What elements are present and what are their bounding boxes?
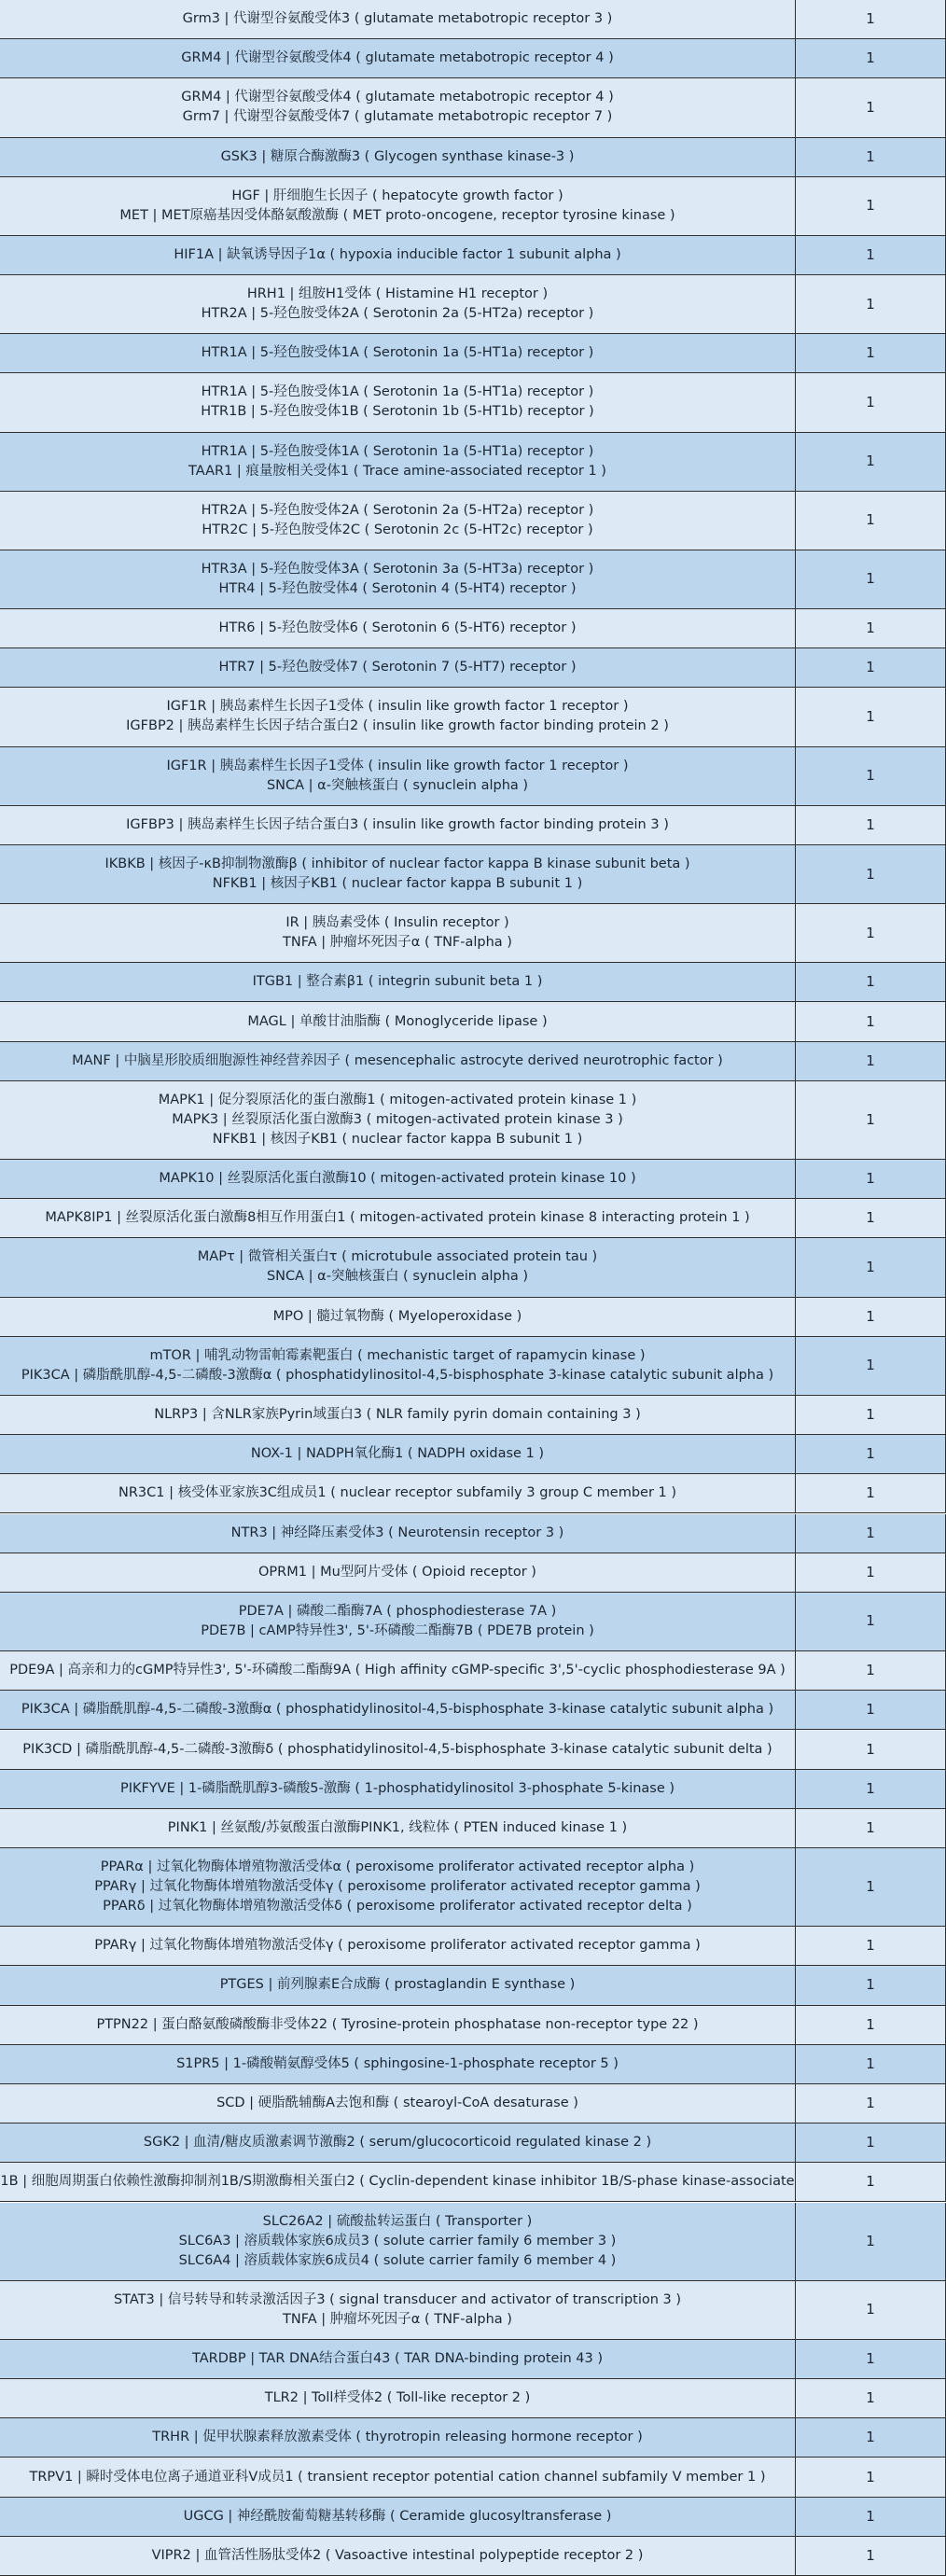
target-name-cell (0, 1848, 796, 1927)
target-name-line: UGCG | 神经酰胺葡萄糖基转移酶 ( Ceramide glucosyltransferase ) (183, 2508, 612, 2524)
target-name-line: MAPK8IP1 | 丝裂原活化蛋白激酶8相互作用蛋白1 ( mitogen-activated protein kinase 8 interacting protein 1 ) (45, 1210, 750, 1226)
target-name-cell (0, 2281, 796, 2340)
target-name-line: TRPV1 | 瞬时受体电位离子通道亚科V成员1 ( transient receptor potential cation channel subfamily V member 1 ) (29, 2469, 766, 2485)
count-cell: 1 (796, 609, 946, 648)
count-cell: 1 (796, 39, 946, 78)
target-name-cell (0, 1809, 796, 1848)
target-name-cell (0, 747, 796, 806)
target-name-line: VIPR2 | 血管活性肠肽受体2 ( Vasoactive intestinal polypeptide receptor 2 ) (151, 2547, 644, 2563)
target-name-line: SLC26A2 | 硫酸盐转运蛋白 ( Transporter ) (262, 2213, 533, 2229)
count-cell: 1 (796, 1298, 946, 1337)
count-cell: 1 (796, 433, 946, 492)
target-name-cell (0, 1514, 796, 1553)
count-cell: 1 (796, 2281, 946, 2340)
target-name-line: HTR6 | 5-羟色胺受体6 ( Serotonin 6 (5-HT6) receptor ) (218, 620, 577, 636)
target-name-line: PINK1 | 丝氨酸/苏氨酸蛋白激酶PINK1, 线粒体 ( PTEN induced kinase 1 ) (167, 1819, 628, 1835)
target-name-line: PIK3CD | 磷脂酰肌醇-4,5-二磷酸-3激酶δ ( phosphatidylinositol-4,5-bisphosphate 3-kinase catalytic subunit delta ) (22, 1741, 772, 1757)
target-name-line: TRHR | 促甲状腺素释放激素受体 ( thyrotropin releasing hormone receptor ) (152, 2430, 643, 2445)
count-cell: 1 (796, 334, 946, 373)
count-cell: 1 (796, 1770, 946, 1809)
count-cell: 1 (796, 1396, 946, 1435)
target-name-line: GRM4 | 代谢型谷氨酸受体4 ( glutamate metabotropic receptor 4 ) (181, 90, 614, 105)
target-name-line: NTR3 | 神经降压素受体3 ( Neurotensin receptor 3 ) (230, 1525, 564, 1540)
target-name-cell (0, 1238, 796, 1297)
count-cell: 1 (796, 2123, 946, 2163)
target-name-line: PPARα | 过氧化物酶体增殖物激活受体α ( peroxisome proliferator activated receptor alpha ) (100, 1859, 695, 1875)
count-cell: 1 (796, 1435, 946, 1474)
target-name-cell (0, 1730, 796, 1769)
target-name-line: HTR7 | 5-羟色胺受体7 ( Serotonin 7 (5-HT7) receptor ) (218, 660, 577, 675)
target-name-line: PIK3CA | 磷脂酰肌醇-4,5-二磷酸-3激酶α ( phosphatidylinositol-4,5-bisphosphate 3-kinase catalytic subunit alpha ) (21, 1702, 774, 1718)
target-name-cell (0, 1199, 796, 1238)
target-name-line: NR3C1 | 核受体亚家族3C组成员1 ( nuclear receptor subfamily 3 group C member 1 ) (118, 1485, 677, 1501)
target-name-cell (0, 433, 796, 492)
target-name-line: MAGL | 单酸甘油脂酶 ( Monoglyceride lipase ) (247, 1013, 548, 1029)
count-cell: 1 (796, 2045, 946, 2084)
count-cell: 1 (796, 1238, 946, 1297)
target-name-line: IR | 胰岛素受体 ( Insulin receptor ) (285, 915, 509, 931)
target-name-cell (0, 373, 796, 432)
target-name-line: HTR1A | 5-羟色胺受体1A ( Serotonin 1a (5-HT1a) receptor ) (201, 443, 594, 459)
count-cell: 1 (796, 2006, 946, 2045)
target-name-line: PPARγ | 过氧化物酶体增殖物激活受体γ ( peroxisome proliferator activated receptor gamma ) (94, 1879, 701, 1895)
count-cell: 1 (796, 1730, 946, 1769)
target-name-cell (0, 78, 796, 137)
count-cell: 1 (796, 648, 946, 688)
target-name-cell (0, 236, 796, 275)
target-name-line: TNFA | 肿瘤坏死因子α ( TNF-alpha ) (283, 2311, 512, 2327)
target-name-line: NFKB1 | 核因子KB1 ( nuclear factor kappa B subunit 1 ) (212, 876, 583, 891)
count-cell: 1 (796, 2418, 946, 2458)
target-name-line: HTR2A | 5-羟色胺受体2A ( Serotonin 2a (5-HT2a) receptor ) (201, 502, 594, 518)
count-cell: 1 (796, 492, 946, 550)
count-cell: 1 (796, 963, 946, 1002)
target-name-cell (0, 806, 796, 845)
target-name-cell (0, 904, 796, 963)
count-cell: 1 (796, 550, 946, 609)
target-name-cell (0, 2498, 796, 2537)
count-cell: 1 (796, 236, 946, 275)
target-name-line: S1PR5 | 1-磷酸鞘氨醇受体5 ( sphingosine-1-phosphate receptor 5 ) (176, 2055, 619, 2071)
target-name-cell (0, 1435, 796, 1474)
target-name-cell (0, 334, 796, 373)
count-cell: 1 (796, 2537, 946, 2576)
target-name-cell (0, 1298, 796, 1337)
count-cell: 1 (796, 1337, 946, 1396)
target-name-cell (0, 2418, 796, 2458)
count-cell: 1 (796, 1081, 946, 1160)
target-name-line: MAPK3 | 丝裂原活化蛋白激酶3 ( mitogen-activated protein kinase 3 ) (172, 1111, 623, 1127)
target-name-line: GSK3 | 糖原合酶激酶3 ( Glycogen synthase kinase-3 ) (220, 148, 575, 164)
target-name-line: MAPK1 | 促分裂原活化的蛋白激酶1 ( mitogen-activated protein kinase 1 ) (158, 1092, 637, 1107)
target-name-cell (0, 492, 796, 550)
count-cell: 1 (796, 1691, 946, 1730)
target-name-cell (0, 1966, 796, 2005)
target-name-cell (0, 609, 796, 648)
target-name-line: MAPτ | 微管相关蛋白τ ( microtubule associated protein tau ) (197, 1249, 598, 1265)
target-name-line: HTR4 | 5-羟色胺受体4 ( Serotonin 4 (5-HT4) receptor ) (218, 580, 577, 596)
target-name-cell (0, 648, 796, 688)
target-name-line: Grm7 | 代谢型谷氨酸受体7 ( glutamate metabotropic receptor 7 ) (182, 109, 613, 125)
target-name-cell (0, 2203, 796, 2281)
target-name-line: HTR1A | 5-羟色胺受体1A ( Serotonin 1a (5-HT1a) receptor ) (201, 384, 594, 400)
target-name-cell (0, 1593, 796, 1651)
count-cell: 1 (796, 78, 946, 137)
count-cell: 1 (796, 2340, 946, 2379)
target-name-line: HIF1A | 缺氧诱导因子1α ( hypoxia inducible factor 1 subunit alpha ) (174, 246, 621, 262)
target-name-line: IGFBP3 | 胰岛素样生长因子结合蛋白3 ( insulin like growth factor binding protein 3 ) (126, 816, 669, 832)
count-cell: 1 (796, 1593, 946, 1651)
target-name-cell (0, 2458, 796, 2497)
count-cell: 1 (796, 1002, 946, 1041)
count-cell: 1 (796, 845, 946, 904)
target-name-line: TLR2 | Toll样受体2 ( Toll-like receptor 2 ) (264, 2390, 531, 2406)
target-name-cell (0, 177, 796, 236)
target-name-line: MAPK10 | 丝裂原活化蛋白激酶10 ( mitogen-activated protein kinase 10 ) (159, 1171, 636, 1187)
target-name-cell (0, 2537, 796, 2576)
target-name-cell (0, 2006, 796, 2045)
target-name-cell (0, 0, 796, 39)
target-name-cell (0, 1042, 796, 1081)
target-name-cell (0, 1770, 796, 1809)
count-cell: 1 (796, 138, 946, 177)
target-name-line: 1B | 细胞周期蛋白依赖性激酶抑制剂1B/S期激酶相关蛋白2 ( Cyclin-dependent kinase inhibitor 1B/S-phase kinase-associate (0, 2174, 795, 2190)
target-name-cell (0, 1160, 796, 1199)
target-name-line: TAAR1 | 痕量胺相关受体1 ( Trace amine-associated receptor 1 ) (188, 463, 606, 479)
target-name-cell (0, 845, 796, 904)
target-name-cell (0, 2163, 796, 2202)
count-cell: 1 (796, 1651, 946, 1691)
count-cell: 1 (796, 1514, 946, 1553)
target-name-line: PDE7A | 磷酸二酯酶7A ( phosphodiesterase 7A ) (238, 1603, 557, 1619)
target-name-cell (0, 1002, 796, 1041)
target-name-line: HTR2C | 5-羟色胺受体2C ( Serotonin 2c (5-HT2c) receptor ) (202, 522, 593, 537)
target-name-line: ITGB1 | 整合素β1 ( integrin subunit beta 1 ) (252, 974, 543, 990)
target-name-line: NOX-1 | NADPH氧化酶1 ( NADPH oxidase 1 ) (250, 1446, 545, 1462)
count-cell: 1 (796, 1474, 946, 1513)
target-name-line: IKBKB | 核因子-κB抑制物激酶β ( inhibitor of nuclear factor kappa B kinase subunit beta ) (104, 856, 690, 871)
count-cell: 1 (796, 806, 946, 845)
target-name-cell (0, 1651, 796, 1691)
target-name-cell (0, 2340, 796, 2379)
target-name-line: NLRP3 | 含NLR家族Pyrin域蛋白3 ( NLR family pyrin domain containing 3 ) (154, 1407, 641, 1423)
count-cell: 1 (796, 2203, 946, 2281)
target-name-line: MPO | 髓过氧物酶 ( Myeloperoxidase ) (272, 1308, 522, 1324)
count-cell: 1 (796, 1966, 946, 2005)
target-name-cell (0, 1553, 796, 1593)
target-name-cell (0, 1927, 796, 1966)
target-name-line: PDE9A | 高亲和力的cGMP特异性3', 5'-环磷酸二酯酶9A ( High affinity cGMP-specific 3',5'-cyclic phosphodiesterase 9A ) (9, 1663, 786, 1678)
target-name-cell (0, 2379, 796, 2418)
target-name-line: PDE7B | cAMP特异性3', 5'-环磷酸二酯酶7B ( PDE7B protein ) (201, 1622, 594, 1638)
count-cell: 1 (796, 1042, 946, 1081)
target-name-line: SLC6A4 | 溶质载体家族6成员4 ( solute carrier family 6 member 4 ) (178, 2252, 617, 2268)
target-name-line: HGF | 肝细胞生长因子 ( hepatocyte growth factor ) (231, 188, 563, 203)
target-name-line: IGFBP2 | 胰岛素样生长因子结合蛋白2 ( insulin like growth factor binding protein 2 ) (126, 718, 669, 734)
target-name-line: HTR1A | 5-羟色胺受体1A ( Serotonin 1a (5-HT1a) receptor ) (201, 345, 594, 361)
target-name-cell (0, 1337, 796, 1396)
target-name-line: SNCA | α-突触核蛋白 ( synuclein alpha ) (266, 1269, 529, 1285)
target-name-line: PIKFYVE | 1-磷脂酰肌醇3-磷酸5-激酶 ( 1-phosphatidylinositol 3-phosphate 5-kinase ) (119, 1780, 675, 1796)
target-name-line: NFKB1 | 核因子KB1 ( nuclear factor kappa B subunit 1 ) (212, 1131, 583, 1147)
target-name-cell (0, 550, 796, 609)
target-name-line: PPARδ | 过氧化物酶体增殖物激活受体δ ( peroxisome proliferator activated receptor delta ) (103, 1899, 692, 1915)
target-name-line: mTOR | 哺乳动物雷帕霉素靶蛋白 ( mechanistic target of rapamycin kinase ) (149, 1347, 646, 1363)
target-name-line: SNCA | α-突触核蛋白 ( synuclein alpha ) (266, 777, 529, 793)
target-name-line: GRM4 | 代谢型谷氨酸受体4 ( glutamate metabotropic receptor 4 ) (181, 50, 614, 66)
target-name-line: IGF1R | 胰岛素样生长因子1受体 ( insulin like growth factor 1 receptor ) (166, 699, 629, 715)
target-name-cell (0, 963, 796, 1002)
count-cell: 1 (796, 2379, 946, 2418)
count-cell: 1 (796, 2084, 946, 2123)
count-cell: 1 (796, 688, 946, 746)
target-name-cell (0, 1081, 796, 1160)
count-cell: 1 (796, 275, 946, 334)
target-name-line: STAT3 | 信号转导和转录激活因子3 ( signal transducer and activator of transcription 3 ) (113, 2291, 682, 2307)
target-name-line: HTR2A | 5-羟色胺受体2A ( Serotonin 2a (5-HT2a) receptor ) (201, 306, 594, 322)
target-name-line: OPRM1 | Mu型阿片受体 ( Opioid receptor ) (258, 1564, 536, 1580)
target-name-cell (0, 2045, 796, 2084)
target-name-line: PPARγ | 过氧化物酶体增殖物激活受体γ ( peroxisome proliferator activated receptor gamma ) (94, 1938, 701, 1954)
count-cell: 1 (796, 373, 946, 432)
count-cell: 1 (796, 2163, 946, 2202)
target-name-line: MANF | 中脑星形胶质细胞源性神经营养因子 ( mesencephalic astrocyte derived neurotrophic factor ) (72, 1052, 723, 1068)
count-cell: 1 (796, 1553, 946, 1593)
count-cell: 1 (796, 1848, 946, 1927)
target-name-line: SGK2 | 血清/糖皮质激素调节激酶2 ( serum/glucocorticoid regulated kinase 2 ) (143, 2135, 652, 2151)
count-cell: 1 (796, 1199, 946, 1238)
target-name-cell (0, 1691, 796, 1730)
target-name-line: MET | MET原癌基因受体酪氨酸激酶 ( MET proto-oncogene, receptor tyrosine kinase ) (119, 207, 675, 223)
target-name-line: IGF1R | 胰岛素样生长因子1受体 ( insulin like growth factor 1 receptor ) (166, 758, 629, 773)
count-cell: 1 (796, 747, 946, 806)
target-name-cell (0, 39, 796, 78)
target-name-cell (0, 275, 796, 334)
target-name-cell (0, 688, 796, 746)
count-cell: 1 (796, 0, 946, 39)
target-name-line: PTGES | 前列腺素E合成酶 ( prostaglandin E synthase ) (219, 1977, 576, 1993)
target-name-cell (0, 138, 796, 177)
target-name-line: PTPN22 | 蛋白酪氨酸磷酸酶非受体22 ( Tyrosine-protein phosphatase non-receptor type 22 ) (96, 2016, 699, 2032)
target-name-cell (0, 1474, 796, 1513)
target-name-line: PIK3CA | 磷脂酰肌醇-4,5-二磷酸-3激酶α ( phosphatidylinositol-4,5-bisphosphate 3-kinase catalytic subunit alpha ) (21, 1367, 774, 1383)
target-name-line: Grm3 | 代谢型谷氨酸受体3 ( glutamate metabotropic receptor 3 ) (182, 11, 613, 27)
count-cell: 1 (796, 177, 946, 236)
count-cell: 1 (796, 2458, 946, 2497)
target-name-line: TARDBP | TAR DNA结合蛋白43 ( TAR DNA-binding protein 43 ) (192, 2350, 603, 2366)
count-cell: 1 (796, 1809, 946, 1848)
target-name-line: SLC6A3 | 溶质载体家族6成员3 ( solute carrier family 6 member 3 ) (178, 2233, 617, 2249)
target-name-line: TNFA | 肿瘤坏死因子α ( TNF-alpha ) (283, 935, 512, 951)
target-name-line: SCD | 硬脂酰辅酶A去饱和酶 ( stearoyl-CoA desaturase ) (216, 2096, 578, 2111)
target-name-cell (0, 2084, 796, 2123)
target-name-cell (0, 1396, 796, 1435)
target-name-line: HRH1 | 组胺H1受体 ( Histamine H1 receptor ) (246, 286, 549, 302)
count-cell: 1 (796, 2498, 946, 2537)
count-cell: 1 (796, 904, 946, 963)
target-name-line: HTR1B | 5-羟色胺受体1B ( Serotonin 1b (5-HT1b) receptor ) (201, 404, 594, 420)
count-cell: 1 (796, 1927, 946, 1966)
count-cell: 1 (796, 1160, 946, 1199)
target-name-line: HTR3A | 5-羟色胺受体3A ( Serotonin 3a (5-HT3a) receptor ) (201, 561, 594, 577)
target-name-cell (0, 2123, 796, 2163)
